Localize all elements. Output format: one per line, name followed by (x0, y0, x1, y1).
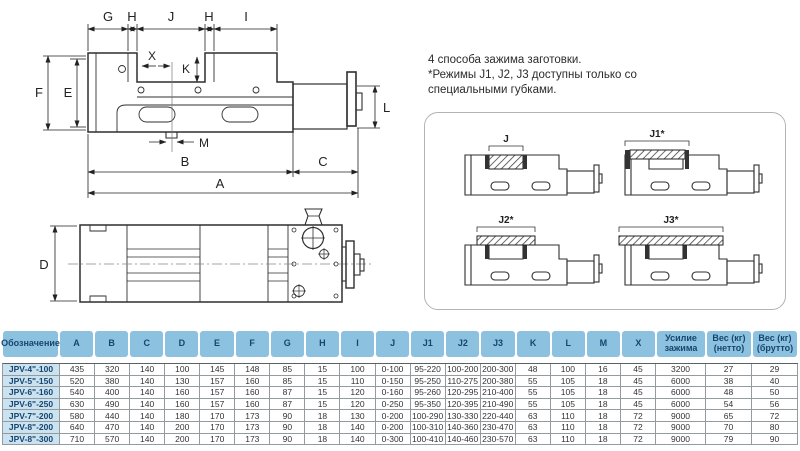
dim-label-h2: H (204, 9, 214, 24)
table-cell-0-16: 45 (621, 364, 656, 376)
column-header-4: D (165, 331, 198, 357)
table-cell-2-0: 540 (60, 387, 95, 399)
dim-label-d: D (39, 257, 49, 272)
table-cell-1-18: 38 (706, 376, 752, 388)
table-cell-4-14: 110 (551, 410, 586, 422)
mode-j2-label: J2* (498, 215, 514, 226)
column-header-0: Обозначение (3, 331, 58, 357)
table-cell-1-3: 130 (165, 376, 200, 388)
table-header-row (2, 331, 798, 357)
table-cell-0-9: 0-100 (376, 364, 411, 376)
top-view (68, 209, 372, 302)
table-cell-2-19: 50 (752, 387, 798, 399)
table-cell-4-11: 130-330 (446, 410, 481, 422)
table-cell-1-17: 6000 (656, 376, 706, 388)
table-cell-6-16: 72 (621, 434, 656, 446)
table-cell-6-15: 18 (586, 434, 621, 446)
table-cell-3-13: 55 (516, 399, 551, 411)
mode-j-diagram (465, 134, 602, 195)
table-cell-1-13: 55 (516, 376, 551, 388)
table-cell-2-11: 120-295 (446, 387, 481, 399)
table-cell-1-10: 95-250 (411, 376, 446, 388)
column-header-5: E (200, 331, 233, 357)
note-line-1: 4 способа зажима заготовки. (428, 54, 582, 66)
dim-label-h1: H (127, 9, 137, 24)
technical-drawing-svg (0, 0, 425, 330)
table-cell-1-1: 380 (95, 376, 130, 388)
table-cell-4-4: 170 (200, 410, 235, 422)
dim-label-g: G (102, 9, 114, 24)
table-cell-5-16: 72 (621, 422, 656, 434)
column-header-11: J1 (411, 331, 444, 357)
table-cell-5-2: 140 (130, 422, 165, 434)
table-cell-3-3: 160 (165, 399, 200, 411)
table-cell-1-9: 0-150 (376, 376, 411, 388)
column-header-9: I (341, 331, 374, 357)
table-cell-0-7: 15 (305, 364, 340, 376)
table-cell-2-1: 400 (95, 387, 130, 399)
table-cell-0-15: 16 (586, 364, 621, 376)
table-cell-2-12: 210-400 (481, 387, 516, 399)
table-cell-0-3: 100 (165, 364, 200, 376)
table-cell-4-8: 130 (340, 410, 375, 422)
table-cell-5-6: 90 (270, 422, 305, 434)
note-line-3: специальными губками. (428, 84, 557, 96)
dim-label-c: C (318, 154, 328, 169)
table-cell-5-10: 100-310 (411, 422, 446, 434)
table-cell-5-13: 63 (516, 422, 551, 434)
table-cell-2-17: 6000 (656, 387, 706, 399)
column-header-19: Вес (кг) (нетто) (707, 331, 751, 357)
table-cell-3-16: 45 (621, 399, 656, 411)
table-cell-3-15: 18 (586, 399, 621, 411)
table-cell-2-18: 48 (706, 387, 752, 399)
column-header-14: K (517, 331, 550, 357)
column-header-3: C (130, 331, 163, 357)
table-cell-2-15: 18 (586, 387, 621, 399)
table-cell-1-7: 15 (305, 376, 340, 388)
table-cell-4-15: 18 (586, 410, 621, 422)
table-cell-3-14: 105 (551, 399, 586, 411)
table-cell-0-12: 200-300 (481, 364, 516, 376)
table-cell-6-13: 63 (516, 434, 551, 446)
column-header-8: H (306, 331, 339, 357)
row-label-0: JPV-4"-100 (3, 364, 60, 376)
table-cell-5-17: 9000 (656, 422, 706, 434)
table-cell-4-9: 0-200 (376, 410, 411, 422)
table-cell-4-17: 9000 (656, 410, 706, 422)
table-cell-6-11: 140-460 (446, 434, 481, 446)
mode-j2-diagram (465, 215, 602, 285)
table-cell-5-8: 140 (340, 422, 375, 434)
clamping-modes-svg (425, 113, 783, 307)
table-cell-6-8: 140 (340, 434, 375, 446)
side-view (88, 53, 362, 152)
dim-label-f: F (35, 85, 43, 100)
table-cell-5-9: 0-200 (376, 422, 411, 434)
note-line-2: *Режимы J1, J2, J3 доступны только со (428, 69, 637, 81)
table-cell-5-3: 200 (165, 422, 200, 434)
mode-j1-label: J1* (649, 129, 665, 140)
table-cell-4-3: 180 (165, 410, 200, 422)
table-cell-6-12: 230-570 (481, 434, 516, 446)
table-cell-4-6: 90 (270, 410, 305, 422)
table-cell-4-2: 140 (130, 410, 165, 422)
table-cell-2-9: 0-160 (376, 387, 411, 399)
column-header-17: X (622, 331, 655, 357)
table-cell-3-1: 490 (95, 399, 130, 411)
table-cell-1-0: 520 (60, 376, 95, 388)
dim-label-e: E (63, 85, 73, 100)
table-cell-1-6: 85 (270, 376, 305, 388)
table-cell-2-5: 160 (235, 387, 270, 399)
table-cell-1-19: 40 (752, 376, 798, 388)
table-cell-4-0: 580 (60, 410, 95, 422)
mode-j3-diagram (619, 215, 762, 285)
table-cell-1-11: 110-275 (446, 376, 481, 388)
column-header-20: Вес (кг) (брутто) (753, 331, 797, 357)
table-cell-2-2: 140 (130, 387, 165, 399)
spec-table (0, 331, 800, 445)
table-cell-5-14: 110 (551, 422, 586, 434)
table-cell-5-4: 170 (200, 422, 235, 434)
table-cell-0-11: 100-200 (446, 364, 481, 376)
table-cell-3-18: 54 (706, 399, 752, 411)
dim-label-m: M (199, 136, 209, 150)
table-cell-0-2: 140 (130, 364, 165, 376)
table-cell-4-13: 63 (516, 410, 551, 422)
table-cell-6-4: 170 (200, 434, 235, 446)
top-view-dimensions (50, 226, 77, 301)
table-cell-0-6: 85 (270, 364, 305, 376)
table-cell-3-12: 210-490 (481, 399, 516, 411)
table-cell-0-13: 48 (516, 364, 551, 376)
table-cell-5-7: 18 (305, 422, 340, 434)
table-cell-4-18: 65 (706, 410, 752, 422)
table-cell-4-7: 18 (305, 410, 340, 422)
table-cell-6-0: 710 (60, 434, 95, 446)
side-view-dimensions (43, 24, 380, 198)
table-cell-2-7: 15 (305, 387, 340, 399)
table-cell-1-4: 157 (200, 376, 235, 388)
dim-label-k: K (181, 62, 191, 76)
table-cell-3-2: 140 (130, 399, 165, 411)
column-header-1: A (60, 331, 93, 357)
table-cell-1-14: 105 (551, 376, 586, 388)
table-cell-6-18: 79 (706, 434, 752, 446)
column-header-2: B (95, 331, 128, 357)
table-cell-1-16: 45 (621, 376, 656, 388)
row-label-6: JPV-8"-300 (3, 434, 60, 446)
table-cell-4-12: 220-440 (481, 410, 516, 422)
table-cell-2-10: 95-260 (411, 387, 446, 399)
table-cell-0-19: 29 (752, 364, 798, 376)
note-block (428, 53, 758, 98)
table-cell-5-1: 470 (95, 422, 130, 434)
dim-label-j: J (167, 9, 175, 24)
table-cell-3-9: 0-250 (376, 399, 411, 411)
table-cell-0-10: 95-220 (411, 364, 446, 376)
table-cell-5-5: 173 (235, 422, 270, 434)
table-cell-3-19: 56 (752, 399, 798, 411)
dim-label-l: L (383, 100, 391, 115)
table-cell-5-0: 640 (60, 422, 95, 434)
table-cell-3-8: 120 (340, 399, 375, 411)
table-cell-0-14: 100 (551, 364, 586, 376)
dim-label-i: I (244, 9, 248, 24)
table-cell-0-5: 148 (235, 364, 270, 376)
table-cell-1-12: 200-380 (481, 376, 516, 388)
table-cell-2-8: 120 (340, 387, 375, 399)
table-cell-0-8: 100 (340, 364, 375, 376)
table-cell-2-4: 157 (200, 387, 235, 399)
dim-label-x: X (147, 49, 157, 63)
table-cell-0-18: 27 (706, 364, 752, 376)
column-header-15: L (552, 331, 585, 357)
table-cell-1-8: 110 (340, 376, 375, 388)
clamping-modes-panel (424, 112, 786, 310)
table-cell-3-17: 6000 (656, 399, 706, 411)
table-cell-4-10: 100-290 (411, 410, 446, 422)
table-cell-3-7: 15 (305, 399, 340, 411)
table-cell-2-14: 105 (551, 387, 586, 399)
table-cell-2-16: 45 (621, 387, 656, 399)
table-cell-5-15: 18 (586, 422, 621, 434)
table-cell-1-2: 140 (130, 376, 165, 388)
table-cell-6-17: 9000 (656, 434, 706, 446)
table-cell-6-3: 200 (165, 434, 200, 446)
row-label-2: JPV-6"-160 (3, 387, 60, 399)
table-body (2, 363, 798, 445)
row-label-5: JPV-8"-200 (3, 422, 60, 434)
table-cell-4-1: 440 (95, 410, 130, 422)
column-header-7: G (271, 331, 304, 357)
table-cell-0-4: 145 (200, 364, 235, 376)
table-cell-6-14: 110 (551, 434, 586, 446)
table-cell-6-9: 0-300 (376, 434, 411, 446)
table-cell-6-7: 18 (305, 434, 340, 446)
table-cell-6-6: 90 (270, 434, 305, 446)
table-cell-4-5: 173 (235, 410, 270, 422)
column-header-10: J (376, 331, 409, 357)
column-header-6: F (236, 331, 269, 357)
column-header-12: J2 (446, 331, 479, 357)
table-cell-5-19: 80 (752, 422, 798, 434)
table-cell-4-16: 72 (621, 410, 656, 422)
table-cell-5-12: 230-470 (481, 422, 516, 434)
column-header-18: Усилие зажима (657, 331, 705, 357)
row-label-1: JPV-5"-150 (3, 376, 60, 388)
table-cell-2-6: 87 (270, 387, 305, 399)
table-cell-3-11: 120-395 (446, 399, 481, 411)
dim-label-b: B (180, 154, 190, 169)
table-cell-3-4: 157 (200, 399, 235, 411)
table-cell-3-6: 87 (270, 399, 305, 411)
table-cell-6-5: 173 (235, 434, 270, 446)
table-cell-2-13: 55 (516, 387, 551, 399)
table-cell-5-11: 140-360 (446, 422, 481, 434)
table-cell-6-2: 140 (130, 434, 165, 446)
row-label-3: JPV-6"-250 (3, 399, 60, 411)
table-cell-1-15: 18 (586, 376, 621, 388)
dim-label-a: A (215, 176, 225, 191)
mode-j1-diagram (625, 129, 762, 195)
table-cell-1-5: 160 (235, 376, 270, 388)
table-cell-5-18: 70 (706, 422, 752, 434)
table-cell-6-1: 570 (95, 434, 130, 446)
table-cell-3-10: 95-350 (411, 399, 446, 411)
table-cell-0-0: 435 (60, 364, 95, 376)
column-header-13: J3 (481, 331, 514, 357)
table-cell-0-17: 3200 (656, 364, 706, 376)
table-cell-0-1: 320 (95, 364, 130, 376)
row-label-4: JPV-7"-200 (3, 410, 60, 422)
table-cell-2-3: 160 (165, 387, 200, 399)
table-cell-6-19: 90 (752, 434, 798, 446)
table-cell-6-10: 100-410 (411, 434, 446, 446)
table-cell-3-0: 630 (60, 399, 95, 411)
mode-j3-label: J3* (663, 215, 679, 226)
table-cell-4-19: 72 (752, 410, 798, 422)
column-header-16: M (587, 331, 620, 357)
mode-j-label: J (503, 134, 509, 145)
table-cell-3-5: 160 (235, 399, 270, 411)
